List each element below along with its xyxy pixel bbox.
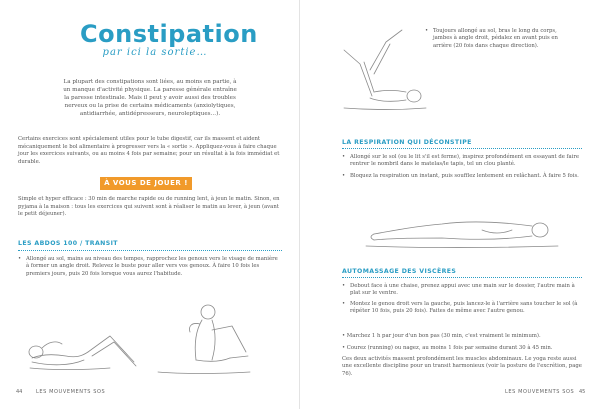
bullet-text: Bloquez la respiration un instant, puis soufflez lentement en relâchant. À faire 5 fois. bbox=[350, 173, 579, 179]
tip-note: • Courez (running) ou nagez, au moins 1 fois par semaine durant 30 à 45 min. bbox=[342, 345, 553, 351]
exercise-bullet bbox=[18, 256, 282, 278]
bullet-text: Montez le genou droit vers la gauche, puis lancez-le à l'arrière sans toucher le sol (à répéter 10 fois, puis 20 fois). Faites de même avec l'autre genou. bbox=[350, 301, 578, 315]
page-subtitle: par ici la sortie… bbox=[102, 47, 208, 58]
running-footer: LES MOUVEMENTS SOS bbox=[36, 389, 106, 395]
exercise-bullet bbox=[342, 154, 582, 169]
breathing-illustration bbox=[362, 200, 562, 252]
bullet-dot-icon: • bbox=[342, 301, 346, 307]
banner-label: À VOUS DE JOUER ! bbox=[100, 177, 192, 190]
section-heading-massage: AUTOMASSAGE DES VISCÈRES bbox=[342, 268, 457, 275]
bullet-dot-icon: • bbox=[18, 256, 22, 262]
exercise-bullet bbox=[425, 28, 575, 50]
exercise-bullet bbox=[342, 173, 582, 180]
section-heading-breathing: LA RESPIRATION QUI DÉCONSTIPE bbox=[342, 139, 472, 146]
page-number: 44 bbox=[16, 389, 23, 395]
intro-paragraph: La plupart des constipations sont liées, au moins en partie, à un manque d'activité physique. La paresse générale entraîne la paresse intestinale. Mais il peut y avoir aussi des troubles nerveux ou la prise de certains médicaments (anxiolytiques, antidiarrhée, antidépresseurs, neuroleptiques…). bbox=[63, 79, 237, 117]
bullet-text: Allongé sur le sol (ou le lit s'il est ferme), inspirez profondément en essayant de faire rentrer le nombril dans le matelas/le tapis, tel un clou planté. bbox=[350, 154, 580, 168]
page-number: 45 bbox=[579, 389, 586, 395]
section-divider bbox=[342, 277, 582, 278]
exercise-bullet bbox=[342, 283, 582, 298]
bullet-text: Toujours allongé au sol, bras le long du corps, jambes à angle droit, pédalez en avant puis en arrière (20 fois dans chaque direction). bbox=[433, 28, 558, 49]
crunch-seated-illustration bbox=[150, 300, 260, 380]
bullet-dot-icon: • bbox=[342, 154, 346, 160]
body-paragraph: Simple et hyper efficace : 30 min de marche rapide ou de running lent, à jeun le matin. Sinon, en pyjama à la maison : tous les exercices qui suivent sont à réaliser le matin au lever, à jeun (avant le petit déjeuner). bbox=[18, 196, 280, 218]
crunch-illustration bbox=[22, 296, 162, 378]
page-title: Constipation bbox=[80, 20, 258, 48]
tip-note: Ces deux activités massent profondément les muscles abdominaux. Le yoga reste aussi une excellente discipline pour un transit harmonieux (voir la posture de l'excrétion, page 76). bbox=[342, 356, 582, 377]
exercise-bullet bbox=[342, 301, 582, 316]
section-divider bbox=[18, 250, 282, 251]
tip-note: • Marchez 1 h par jour d'un bon pas (30 min, c'est vraiment le minimum). bbox=[342, 333, 541, 339]
bullet-text: Allongé au sol, mains au niveau des tempes, rapprochez les genoux vers le visage de manière à former un angle droit. Relevez le buste pour aller vers vos genoux. À faire 10 fois les premiers jours, puis 20 fois lorsque vous aurez l'habitude. bbox=[26, 256, 278, 277]
running-footer: LES MOUVEMENTS SOS bbox=[505, 389, 575, 395]
bullet-dot-icon: • bbox=[425, 28, 429, 34]
bullet-text: Debout face à une chaise, prenez appui avec une main sur le dossier, l'autre main à plat sur le ventre. bbox=[350, 283, 575, 297]
section-divider bbox=[342, 148, 582, 149]
bullet-dot-icon: • bbox=[342, 283, 346, 289]
leg-pedal-illustration bbox=[340, 20, 430, 112]
bullet-dot-icon: • bbox=[342, 173, 346, 179]
body-paragraph: Certains exercices sont spécialement utiles pour le tube digestif, car ils massent et aident mécaniquement le bol alimentaire à progresser vers la « sortie ». Appliquez-vous à faire chaque jour les exercices suivants, ou au moins 4 fois par semaine; pour un résultat à la fois immédiat et durable. bbox=[18, 136, 280, 165]
section-heading-abdos: LES ABDOS 100 / TRANSIT bbox=[18, 240, 118, 247]
